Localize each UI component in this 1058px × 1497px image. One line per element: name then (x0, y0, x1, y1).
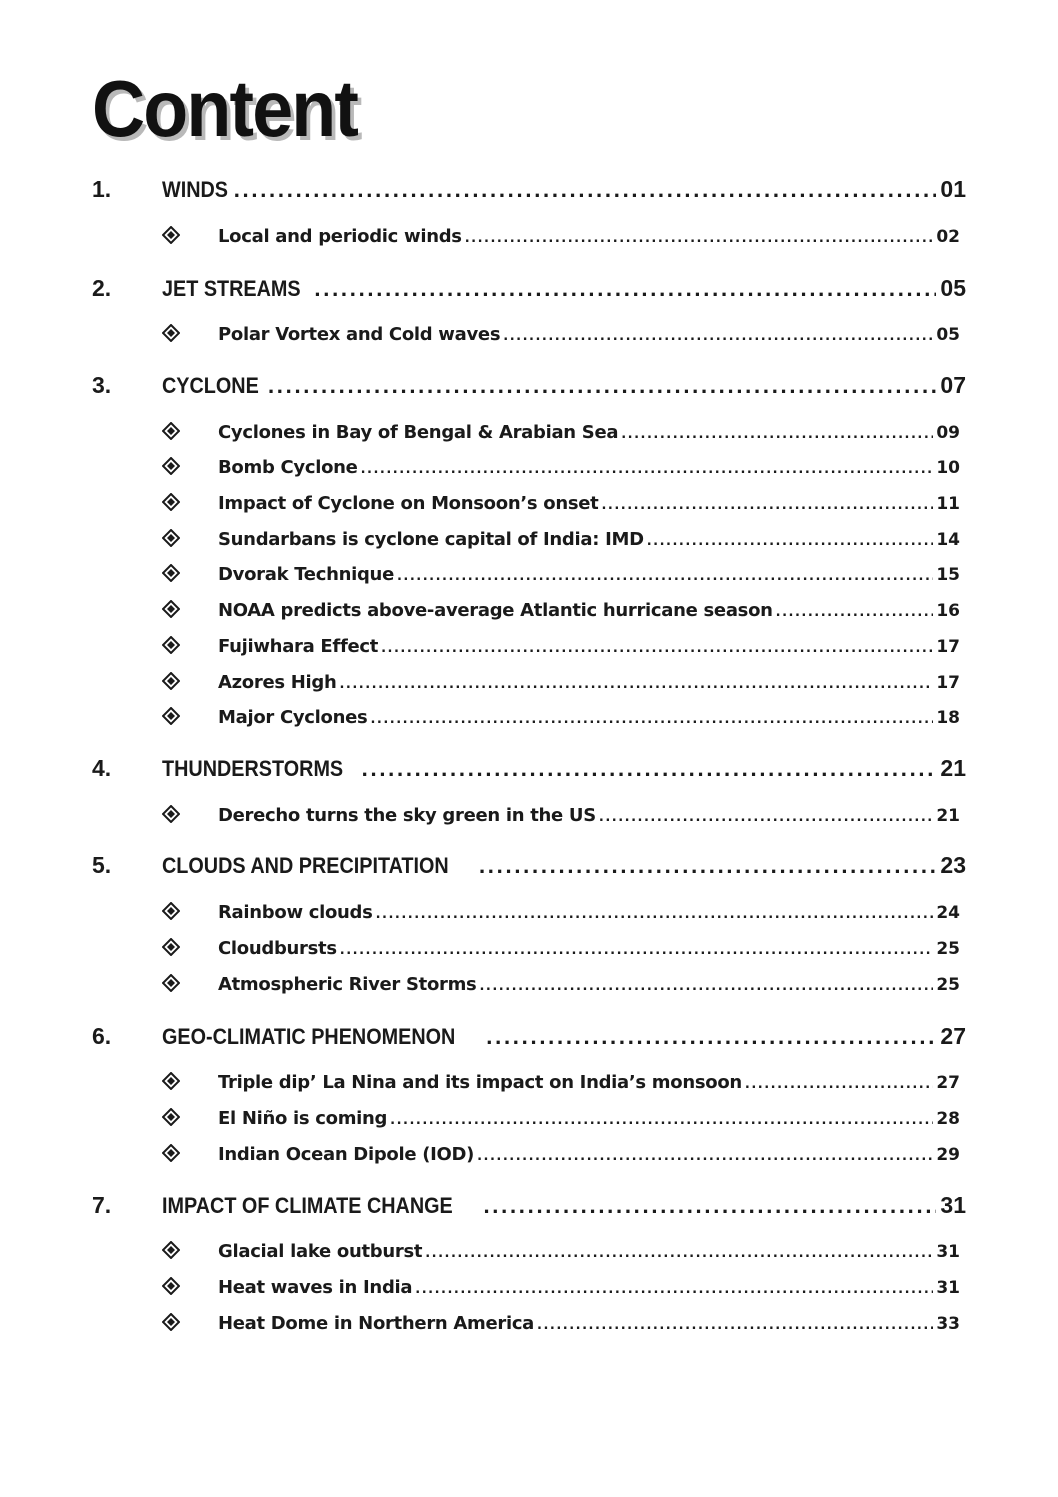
diamond-bullet-icon (162, 422, 218, 442)
entry-page-number: 24 (936, 903, 960, 923)
diamond-bullet-icon (162, 1144, 218, 1164)
chapter-row[interactable] (92, 372, 966, 406)
dot-leader (601, 498, 933, 513)
dot-leader (397, 569, 933, 584)
toc-entry[interactable] (162, 672, 960, 702)
chapter-number: 7. (92, 1192, 112, 1218)
dot-leader (483, 1197, 936, 1218)
entry-title: NOAA predicts above-average Atlantic hurricane season (218, 600, 773, 621)
chapter-page-number: 27 (940, 1023, 966, 1049)
entry-page-number: 28 (936, 1109, 960, 1129)
dot-leader (479, 857, 937, 878)
chapter-title: CYCLONE (162, 373, 259, 398)
diamond-bullet-icon (162, 707, 218, 727)
entry-page-number: 17 (936, 637, 960, 657)
entry-page-number: 14 (936, 530, 960, 550)
entry-title: Glacial lake outburst (218, 1241, 423, 1262)
dot-leader (381, 641, 933, 656)
dot-leader (503, 329, 933, 344)
toc-entry[interactable] (162, 938, 960, 968)
chapter-title: CLOUDS AND PRECIPITATION (162, 853, 449, 878)
dot-leader (465, 231, 934, 246)
toc-entry[interactable] (162, 324, 960, 354)
dot-leader (415, 1282, 933, 1297)
chapter-row[interactable] (92, 852, 966, 886)
diamond-bullet-icon (162, 1277, 218, 1297)
diamond-bullet-icon (162, 1072, 218, 1092)
entry-title: Azores High (218, 672, 337, 693)
diamond-bullet-icon (162, 672, 218, 692)
toc-entry[interactable] (162, 1241, 960, 1271)
chapter-number: 1. (92, 176, 112, 202)
chapter-row[interactable] (92, 275, 966, 309)
entry-page-number: 27 (936, 1073, 960, 1093)
entry-title: Polar Vortex and Cold waves (218, 324, 501, 345)
entry-title: Cyclones in Bay of Bengal & Arabian Sea (218, 422, 619, 443)
dot-leader (647, 534, 934, 549)
chapter-title: THUNDERSTORMS (162, 756, 344, 781)
diamond-bullet-icon (162, 600, 218, 620)
diamond-bullet-icon (162, 805, 218, 825)
entry-page-number: 09 (936, 423, 960, 443)
chapter-page-number: 05 (940, 275, 966, 301)
toc-entry[interactable] (162, 636, 960, 666)
entry-page-number: 02 (936, 227, 960, 247)
dot-leader (361, 462, 934, 477)
diamond-bullet-icon (162, 457, 218, 477)
entry-title: Heat Dome in Northern America (218, 1313, 535, 1334)
entry-title: Rainbow clouds (218, 902, 373, 923)
toc-entry[interactable] (162, 564, 960, 594)
diamond-bullet-icon (162, 1241, 218, 1261)
entry-title: Heat waves in India (218, 1277, 413, 1298)
entry-title: Derecho turns the sky green in the US (218, 805, 596, 826)
dot-leader (776, 605, 934, 620)
entry-page-number: 10 (936, 458, 960, 478)
entry-title: Impact of Cyclone on Monsoon’s onset (218, 493, 599, 514)
entry-title: Cloudbursts (218, 938, 337, 959)
toc-entry[interactable] (162, 1072, 960, 1102)
toc-entry[interactable] (162, 422, 960, 452)
entry-page-number: 18 (936, 708, 960, 728)
toc-entry[interactable] (162, 1144, 960, 1174)
diamond-bullet-icon (162, 636, 218, 656)
chapter-row[interactable] (92, 176, 966, 210)
dot-leader (370, 712, 933, 727)
entry-title: Bomb Cyclone (218, 457, 358, 478)
chapter-title: WINDS (162, 177, 228, 202)
dot-leader (599, 810, 933, 825)
chapter-title: JET STREAMS (162, 276, 301, 301)
chapter-page-number: 21 (940, 755, 966, 781)
diamond-bullet-icon (162, 974, 218, 994)
entry-title: Dvorak Technique (218, 564, 394, 585)
entry-page-number: 25 (936, 939, 960, 959)
entry-title: Triple dip’ La Nina and its impact on India’s monsoon (218, 1072, 742, 1093)
dot-leader (621, 427, 933, 442)
entry-title: Sundarbans is cyclone capital of India: IMD (218, 529, 644, 550)
entry-title: Atmospheric River Storms (218, 974, 477, 995)
toc-entry[interactable] (162, 805, 960, 835)
toc-entry[interactable] (162, 1108, 960, 1138)
chapter-title: GEO-CLIMATIC PHENOMENON (162, 1024, 456, 1049)
entry-page-number: 17 (936, 673, 960, 693)
diamond-bullet-icon (162, 938, 218, 958)
chapter-page-number: 01 (940, 176, 966, 202)
entry-title: Local and periodic winds (218, 226, 462, 247)
chapter-page-number: 31 (940, 1192, 966, 1218)
chapter-page-number: 07 (940, 372, 966, 398)
chapter-number: 3. (92, 372, 112, 398)
entry-page-number: 16 (936, 601, 960, 621)
toc-entry[interactable] (162, 457, 960, 487)
dot-leader (233, 181, 936, 202)
chapter-number: 5. (92, 852, 112, 878)
toc-entry[interactable] (162, 707, 960, 737)
entry-page-number: 31 (936, 1242, 960, 1262)
diamond-bullet-icon (162, 1108, 218, 1128)
dot-leader (479, 979, 933, 994)
chapter-title: IMPACT OF CLIMATE CHANGE (162, 1193, 453, 1218)
diamond-bullet-icon (162, 226, 218, 246)
dot-leader (361, 760, 936, 781)
entry-page-number: 11 (936, 494, 960, 514)
entry-title: Major Cyclones (218, 707, 368, 728)
dot-leader (390, 1113, 933, 1128)
dot-leader (486, 1028, 936, 1049)
dot-leader (314, 280, 936, 301)
diamond-bullet-icon (162, 493, 218, 513)
diamond-bullet-icon (162, 529, 218, 549)
entry-title: Indian Ocean Dipole (IOD) (218, 1144, 475, 1165)
chapter-row[interactable] (92, 1023, 966, 1057)
toc-entry[interactable] (162, 974, 960, 1004)
chapter-page-number: 23 (940, 852, 966, 878)
entry-page-number: 31 (936, 1278, 960, 1298)
chapter-row[interactable] (92, 755, 966, 789)
toc-entry[interactable] (162, 1277, 960, 1307)
page-title: Content (92, 64, 358, 153)
chapter-number: 6. (92, 1023, 112, 1049)
chapter-number: 2. (92, 275, 112, 301)
dot-leader (425, 1246, 933, 1261)
dot-leader (339, 677, 933, 692)
dot-leader (268, 377, 937, 398)
entry-page-number: 21 (936, 806, 960, 826)
entry-page-number: 15 (936, 565, 960, 585)
toc-entry[interactable] (162, 493, 960, 523)
chapter-number: 4. (92, 755, 112, 781)
dot-leader (477, 1149, 933, 1164)
entry-page-number: 25 (936, 975, 960, 995)
entry-page-number: 33 (936, 1314, 960, 1334)
toc-entry[interactable] (162, 226, 960, 256)
diamond-bullet-icon (162, 902, 218, 922)
dot-leader (376, 907, 934, 922)
diamond-bullet-icon (162, 324, 218, 344)
entry-title: El Niño is coming (218, 1108, 388, 1129)
chapter-row[interactable] (92, 1192, 966, 1226)
toc-entry[interactable] (162, 902, 960, 932)
toc-entry[interactable] (162, 1313, 960, 1343)
dot-leader (745, 1077, 933, 1092)
toc-entry[interactable] (162, 600, 960, 630)
entry-page-number: 29 (936, 1145, 960, 1165)
entry-page-number: 05 (936, 325, 960, 345)
dot-leader (340, 943, 934, 958)
diamond-bullet-icon (162, 564, 218, 584)
diamond-bullet-icon (162, 1313, 218, 1333)
entry-title: Fujiwhara Effect (218, 636, 379, 657)
toc-entry[interactable] (162, 529, 960, 559)
dot-leader (537, 1318, 933, 1333)
